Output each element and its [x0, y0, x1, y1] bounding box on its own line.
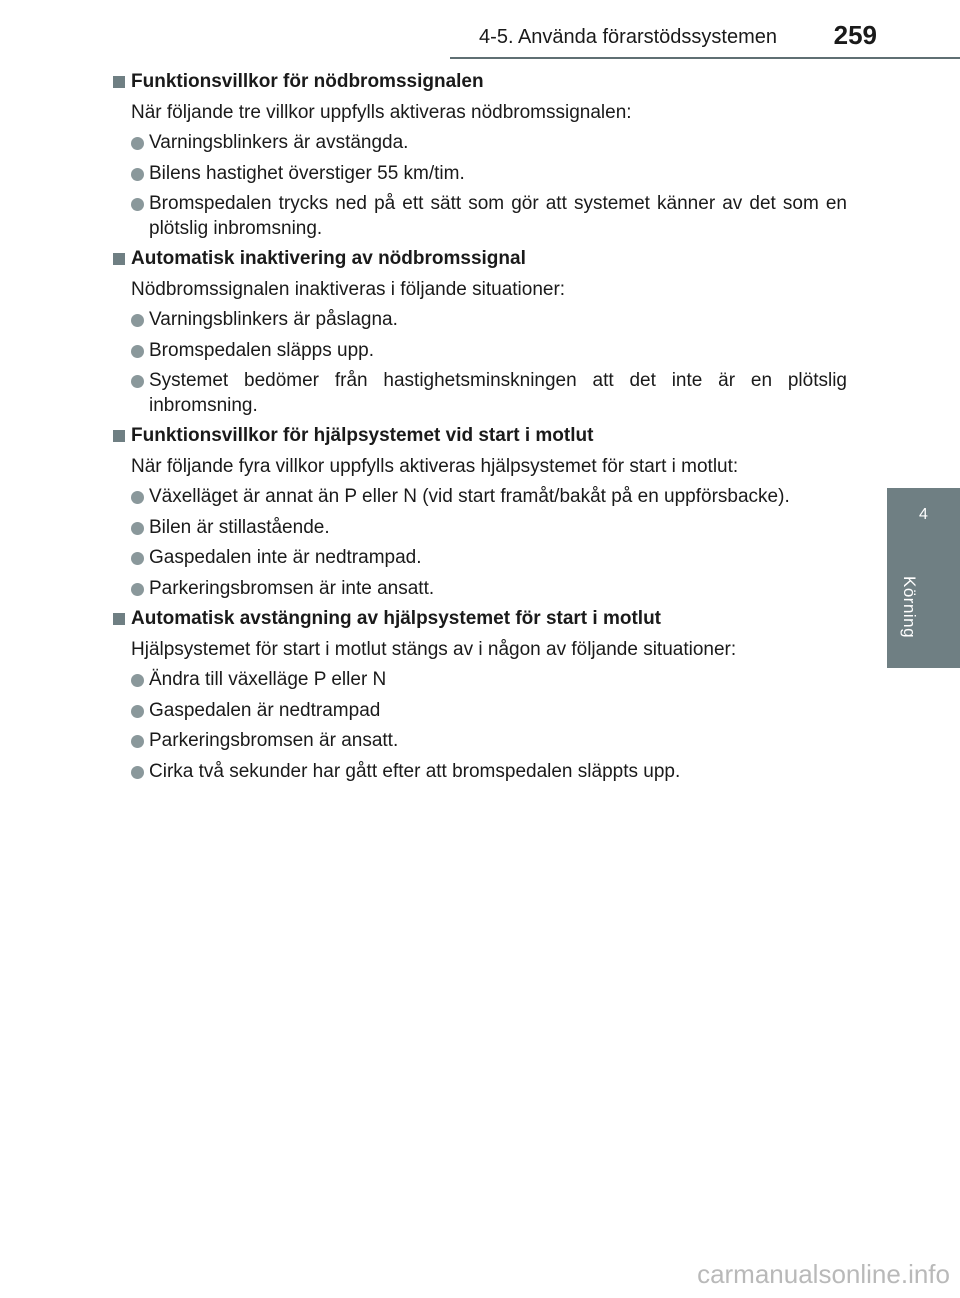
circle-bullet-icon — [131, 552, 144, 565]
list-item: Bromspedalen trycks ned på ett sätt som gör att systemet känner av det som en plötslig inbromsning. — [112, 192, 847, 241]
section-heading: Funktionsvillkor för nödbromssignalen — [112, 70, 847, 95]
watermark: carmanualsonline.info — [697, 1259, 950, 1289]
section-heading: Funktionsvillkor för hjälpsystemet vid start i motlut — [112, 424, 847, 449]
list-item: Gaspedalen inte är nedtrampad. — [112, 546, 847, 571]
list-item: Bromspedalen släpps upp. — [112, 339, 847, 364]
square-bullet-icon — [113, 76, 125, 88]
list-item: Bilen är stillastående. — [112, 516, 847, 541]
circle-bullet-icon — [131, 583, 144, 596]
square-bullet-icon — [113, 430, 125, 442]
chapter-number: 4 — [919, 506, 928, 523]
circle-bullet-icon — [131, 491, 144, 504]
section-intro: Hjälpsystemet för start i motlut stängs av i någon av följande situationer: — [131, 638, 737, 660]
chapter-label: Körning — [900, 576, 919, 639]
section-intro: När följande fyra villkor uppfylls aktiveras hjälpsystemet för start i motlut: — [131, 455, 739, 477]
circle-bullet-icon — [131, 345, 144, 358]
page-number: 259 — [833, 20, 877, 50]
circle-bullet-icon — [131, 314, 144, 327]
circle-bullet-icon — [131, 522, 144, 535]
list-item: Gaspedalen är nedtrampad — [112, 699, 847, 724]
circle-bullet-icon — [131, 705, 144, 718]
square-bullet-icon — [113, 613, 125, 625]
page-header — [0, 0, 960, 60]
section — [112, 424, 847, 601]
circle-bullet-icon — [131, 735, 144, 748]
circle-bullet-icon — [131, 168, 144, 181]
circle-bullet-icon — [131, 674, 144, 687]
section-title: 4-5. Använda förarstödssystemen — [479, 26, 777, 48]
circle-bullet-icon — [131, 766, 144, 779]
section — [112, 607, 847, 784]
section-heading: Automatisk avstängning av hjälpsystemet för start i motlut — [112, 607, 847, 632]
list-item: Bilens hastighet överstiger 55 km/tim. — [112, 162, 847, 187]
list-item: Systemet bedömer från hastighetsminskningen att det inte är en plötslig inbromsning. — [112, 369, 847, 418]
square-bullet-icon — [113, 253, 125, 265]
chapter-tab — [887, 488, 960, 668]
section-intro: När följande tre villkor uppfylls aktiveras nödbromssignalen: — [131, 101, 632, 123]
circle-bullet-icon — [131, 198, 144, 211]
list-item: Varningsblinkers är avstängda. — [112, 131, 847, 156]
section-heading: Automatisk inaktivering av nödbromssignal — [112, 247, 847, 272]
list-item: Varningsblinkers är påslagna. — [112, 308, 847, 333]
page-content — [112, 70, 847, 790]
list-item: Ändra till växelläge P eller N — [112, 668, 847, 693]
section — [112, 247, 847, 418]
header-rule — [450, 57, 960, 59]
list-item: Cirka två sekunder har gått efter att bromspedalen släppts upp. — [112, 760, 847, 785]
circle-bullet-icon — [131, 375, 144, 388]
list-item: Parkeringsbromsen är inte ansatt. — [112, 577, 847, 602]
list-item: Växelläget är annat än P eller N (vid start framåt/bakåt på en uppförsbacke). — [112, 485, 847, 510]
section-intro: Nödbromssignalen inaktiveras i följande situationer: — [131, 278, 566, 300]
section — [112, 70, 847, 241]
list-item: Parkeringsbromsen är ansatt. — [112, 729, 847, 754]
circle-bullet-icon — [131, 137, 144, 150]
